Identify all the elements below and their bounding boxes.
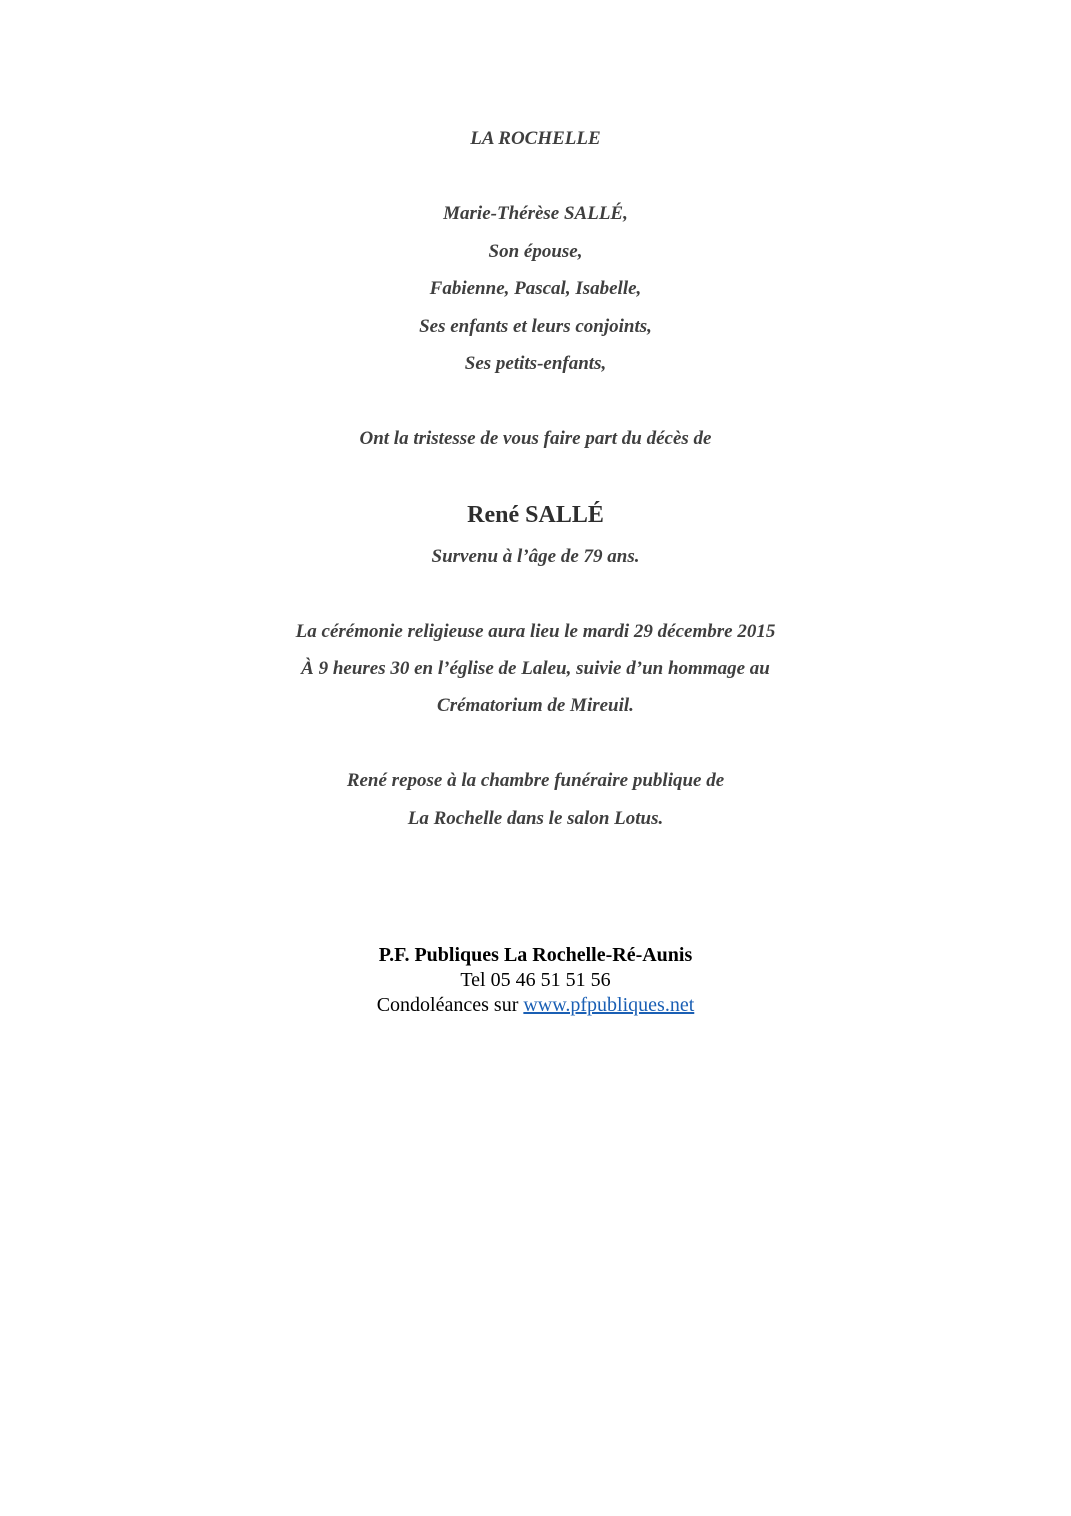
family-line-spouse-role: Son épouse, <box>488 241 583 262</box>
family-line-children-names: Fabienne, Pascal, Isabelle, <box>429 278 642 299</box>
city-heading: LA ROCHELLE <box>470 128 601 149</box>
condolences-prefix: Condoléances sur <box>376 994 524 1016</box>
announcement-text: Ont la tristesse de vous faire part du décès de <box>359 428 712 449</box>
ceremony-line-2: À 9 heures 30 en l’église de Laleu, suivie d’un hommage au <box>301 658 770 679</box>
ceremony-line-3: Crématorium de Mireuil. <box>437 695 634 716</box>
ceremony-line-1: La cérémonie religieuse aura lieu le mardi 29 décembre 2015 <box>295 621 776 642</box>
rest-line-1: René repose à la chambre funéraire publique de <box>346 770 725 791</box>
website-link[interactable]: www.pfpubliques.net <box>523 994 695 1016</box>
family-line-grandchildren: Ses petits-enfants, <box>464 353 607 374</box>
company-name: P.F. Publiques La Rochelle-Ré-Aunis <box>378 944 693 966</box>
phone-number: Tel 05 46 51 51 56 <box>460 969 611 991</box>
rest-line-2: La Rochelle dans le salon Lotus. <box>407 808 664 829</box>
family-line-spouse-name: Marie-Thérèse SALLÉ, <box>443 203 628 224</box>
age-text: Survenu à l’âge de 79 ans. <box>431 546 640 567</box>
condolences-line <box>0 995 1071 1015</box>
family-line-children-role: Ses enfants et leurs conjoints, <box>419 316 652 337</box>
deceased-name: René SALLÉ <box>467 502 604 528</box>
